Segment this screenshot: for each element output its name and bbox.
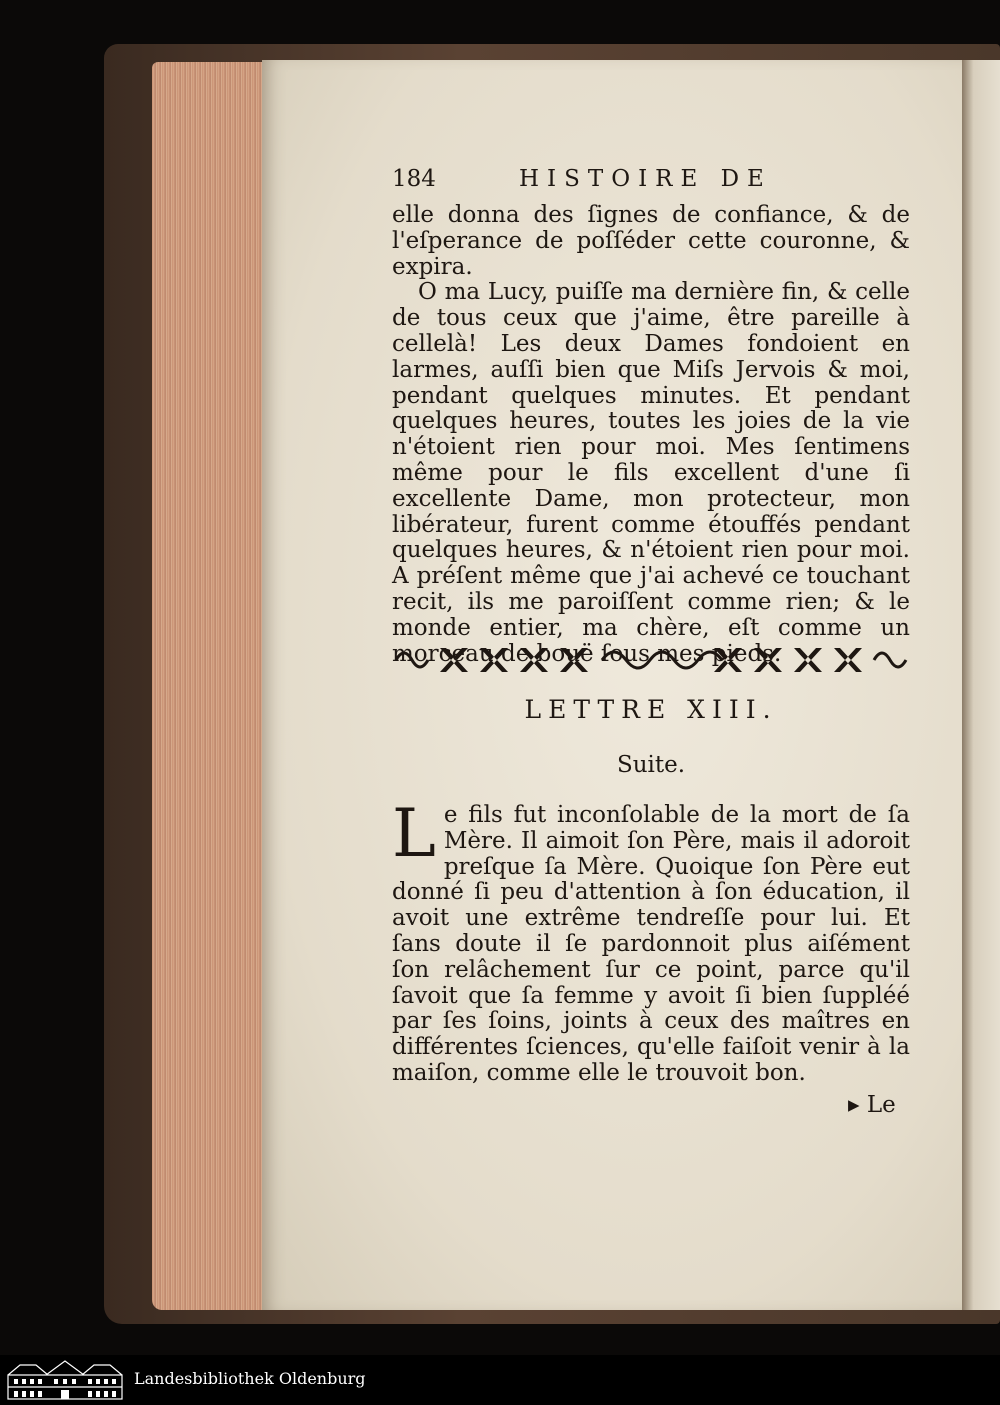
ornament-knot-icon <box>602 652 722 668</box>
library-name: Landesbibliothek Oldenburg <box>134 1369 366 1388</box>
body-text-bottom <box>392 795 910 1087</box>
paragraph <box>392 795 910 1087</box>
facing-page-edge <box>962 60 1000 1310</box>
ornament-scroll-icon <box>874 653 906 667</box>
page-edges <box>152 62 262 1310</box>
letter-subheading: Suite. <box>616 752 686 778</box>
running-title: HISTOIRE DE <box>519 166 772 192</box>
library-building-icon <box>6 1359 124 1401</box>
footer-bar <box>0 1355 1000 1405</box>
ornament-x-icon <box>714 648 742 672</box>
ornament-x-icon <box>480 648 508 672</box>
ornament-x-icon <box>794 648 822 672</box>
paragraph: O ma Lucy, puiſſe ma dernière fin, & celle de tous ceux que j'aime, être pareille à cellelà! Les deux Dames fondoient en larmes, auſſi bien que Miſs Jervois & moi, pendant quelques minutes. Et pendant quelques heures, toutes les joies de la vie n'étoient rien pour moi. Mes ſentimens même pour le fils excellent d'une ſi excellente Dame, mon protecteur, mon libérateur, furent comme étouffés pendant quelques heures, & n'étoient rien pour moi. A préſent même que j'ai achevé ce touchant recit, ils me paroiſſent comme rien; & le monde entier, ma chère, eſt comme un morceau de bouë ſous mes pieds. <box>392 279 910 667</box>
ornament-x-icon <box>440 648 468 672</box>
ornament-x-icon <box>520 648 548 672</box>
paragraph: elle donna des ſignes de confiance, & de l'eſperance de poſſéder cette couronne, & expira. <box>392 202 910 280</box>
body-text-top <box>392 203 910 667</box>
catchword <box>848 1092 896 1118</box>
ornament-x-icon <box>754 648 782 672</box>
drop-cap: L <box>392 795 436 872</box>
ornament-scroll-icon <box>396 653 428 667</box>
letter-heading: LETTRE XIII. <box>524 695 778 724</box>
page-number: 184 <box>392 166 436 192</box>
paragraph-text: e fils fut inconſolable de la mort de ſa Mère. Il aimoit ſon Père, mais il adoroit preſque ſa Mère. Quoique ſon Père eut donné ſi peu d'attention à ſon éducation, il avoit une extrême tendreſſe pour lui. Et ſans doute il ſe pardonnoit plus aiſément ſon relâchement ſur ce point, parce qu'il ſavoit que ſa femme y avoit ſi bien ſuppléé par ſes ſoins, joints à ceux des maîtres en différentes ſciences, qu'elle faiſoit venir à la maiſon, comme elle le trouvoit bon. <box>392 802 910 1086</box>
ornament-x-icon <box>834 648 862 672</box>
catchword-arrow-icon: ▸ <box>848 1092 867 1118</box>
catchword-text: Le <box>866 1092 896 1118</box>
ornament-band <box>392 642 910 678</box>
ornament-x-icon <box>560 648 588 672</box>
